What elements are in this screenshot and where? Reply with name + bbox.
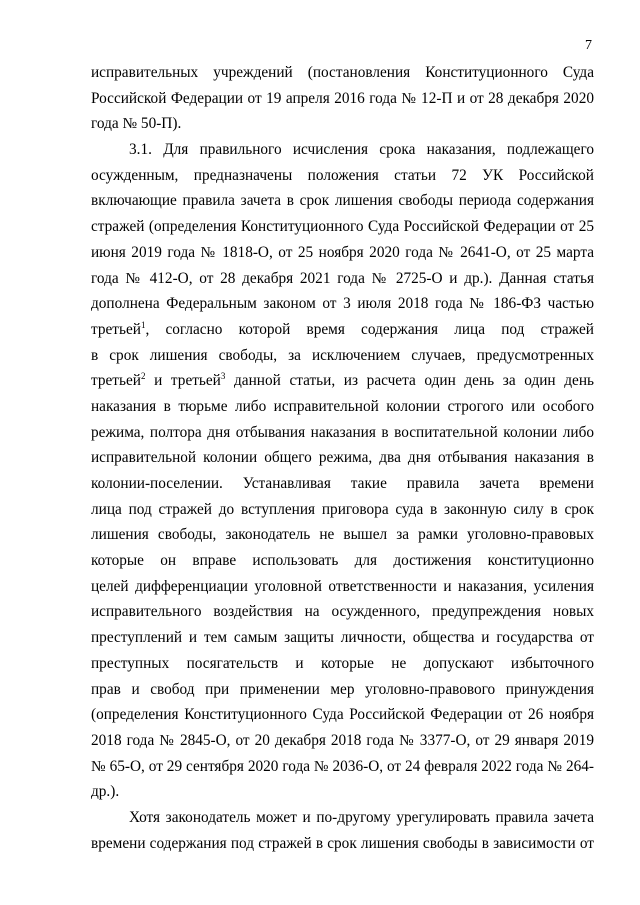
- paragraph: [91, 137, 594, 805]
- text-line: [91, 728, 594, 754]
- text-line: [91, 291, 594, 317]
- text-line: [91, 677, 594, 703]
- text-line: [91, 445, 594, 471]
- text-segment: включающие правила зачета в срок лишения свободы периода содержания: [91, 192, 594, 210]
- text-segment: в срок лишения свободы, за исключением случаев, предусмотренных: [91, 346, 594, 364]
- text-segment: года № 412-О, от 28 декабря 2021 года № 2725-О и др.). Данная статья: [91, 269, 594, 287]
- text-line: [91, 111, 594, 137]
- text-segment: Хотя законодатель может и по-другому урегулировать правила зачета: [129, 808, 594, 826]
- page-number: 7: [585, 38, 592, 53]
- text-segment: Российской Федерации от 19 апреля 2016 года № 12-П и от 28 декабря 2020: [91, 89, 594, 107]
- text-line: [91, 394, 594, 420]
- text-segment: преступлений и тем самым защиты личности, общества и государства от: [91, 629, 594, 647]
- paragraph: [91, 805, 594, 856]
- text-line: [91, 471, 594, 497]
- superscript: 1: [140, 319, 146, 330]
- text-segment: 3.1. Для правильного исчисления срока наказания, подлежащего: [129, 141, 594, 159]
- text-segment: которые он вправе использовать для достижения конституционно: [91, 552, 594, 570]
- superscript: 2: [140, 371, 146, 382]
- text-line: [91, 599, 594, 625]
- text-line: [91, 548, 594, 574]
- text-segment: (определения Конституционного Суда Российской Федерации от 26 ноября: [91, 706, 594, 724]
- text-segment: и третьей: [145, 372, 221, 390]
- text-line: [91, 317, 594, 343]
- text-segment: осужденным, предназначены положения статьи 72 УК Российской: [91, 166, 594, 184]
- text-line: [91, 188, 594, 214]
- text-segment: целей дифференциации уголовной ответственности и наказания, усиления: [91, 577, 594, 595]
- text-segment: дополнена Федеральным законом от 3 июля 2018 года № 186-ФЗ частью: [91, 295, 594, 313]
- text-line: [91, 60, 594, 86]
- text-line: [91, 522, 594, 548]
- text-segment: третьей: [91, 372, 141, 390]
- text-line: [91, 214, 594, 240]
- text-line: [91, 805, 594, 831]
- text-line: [91, 163, 594, 189]
- text-segment: прав и свобод при применении мер уголовно-правового принуждения: [91, 680, 594, 698]
- text-line: [91, 574, 594, 600]
- text-line: [91, 343, 594, 369]
- paragraph: [91, 60, 594, 137]
- text-segment: исправительной колонии общего режима, два дня отбывания наказания в: [91, 449, 594, 467]
- text-segment: наказания в тюрьме либо исправительной колонии строгого или особого: [91, 397, 594, 415]
- text-segment: стражей (определения Конституционного Суда Российской Федерации от 25: [91, 218, 594, 236]
- superscript: 3: [220, 371, 226, 382]
- text-segment: времени содержания под стражей в срок лишения свободы в зависимости от: [91, 834, 594, 852]
- text-line: [91, 86, 594, 112]
- text-line: [91, 702, 594, 728]
- document-body: [91, 60, 594, 856]
- text-line: [91, 266, 594, 292]
- text-line: [91, 368, 594, 394]
- text-segment: исправительного воздействия на осужденного, предупреждения новых: [91, 603, 594, 621]
- text-segment: данной статьи, из расчета один день за один день: [234, 372, 594, 390]
- text-segment: лишения свободы, законодатель не вышел за рамки уголовно-правовых: [91, 526, 594, 544]
- text-line: [91, 137, 594, 163]
- text-line: [91, 497, 594, 523]
- text-line: [91, 625, 594, 651]
- text-segment: , согласно которой время содержания лица под стражей: [145, 320, 594, 338]
- text-segment: года № 50-П).: [91, 115, 182, 133]
- text-segment: июня 2019 года № 1818-О, от 25 ноября 2020 года № 2641-О, от 25 марта: [91, 243, 594, 261]
- text-segment: лица под стражей до вступления приговора суда в законную силу в срок: [91, 500, 594, 518]
- text-line: [91, 240, 594, 266]
- text-line: [91, 420, 594, 446]
- text-segment: третьей: [91, 320, 141, 338]
- text-segment: др.).: [91, 783, 120, 801]
- text-segment: исправительных учреждений (постановления Конституционного Суда: [91, 64, 594, 81]
- text-segment: колонии-поселении. Устанавливая такие правила зачета времени: [91, 475, 594, 492]
- text-segment: режима, полтора дня отбывания наказания в воспитательной колонии либо: [91, 423, 594, 441]
- text-line: [91, 831, 594, 857]
- text-segment: № 65-О, от 29 сентября 2020 года № 2036-О, от 24 февраля 2022 года № 264-: [91, 757, 594, 775]
- text-line: [91, 754, 594, 780]
- text-segment: 2018 года № 2845-О, от 20 декабря 2018 года № 3377-О, от 29 января 2019: [91, 731, 594, 749]
- text-segment: преступных посягательств и которые не допускают избыточного: [91, 654, 594, 672]
- text-line: [91, 779, 594, 805]
- text-line: [91, 651, 594, 677]
